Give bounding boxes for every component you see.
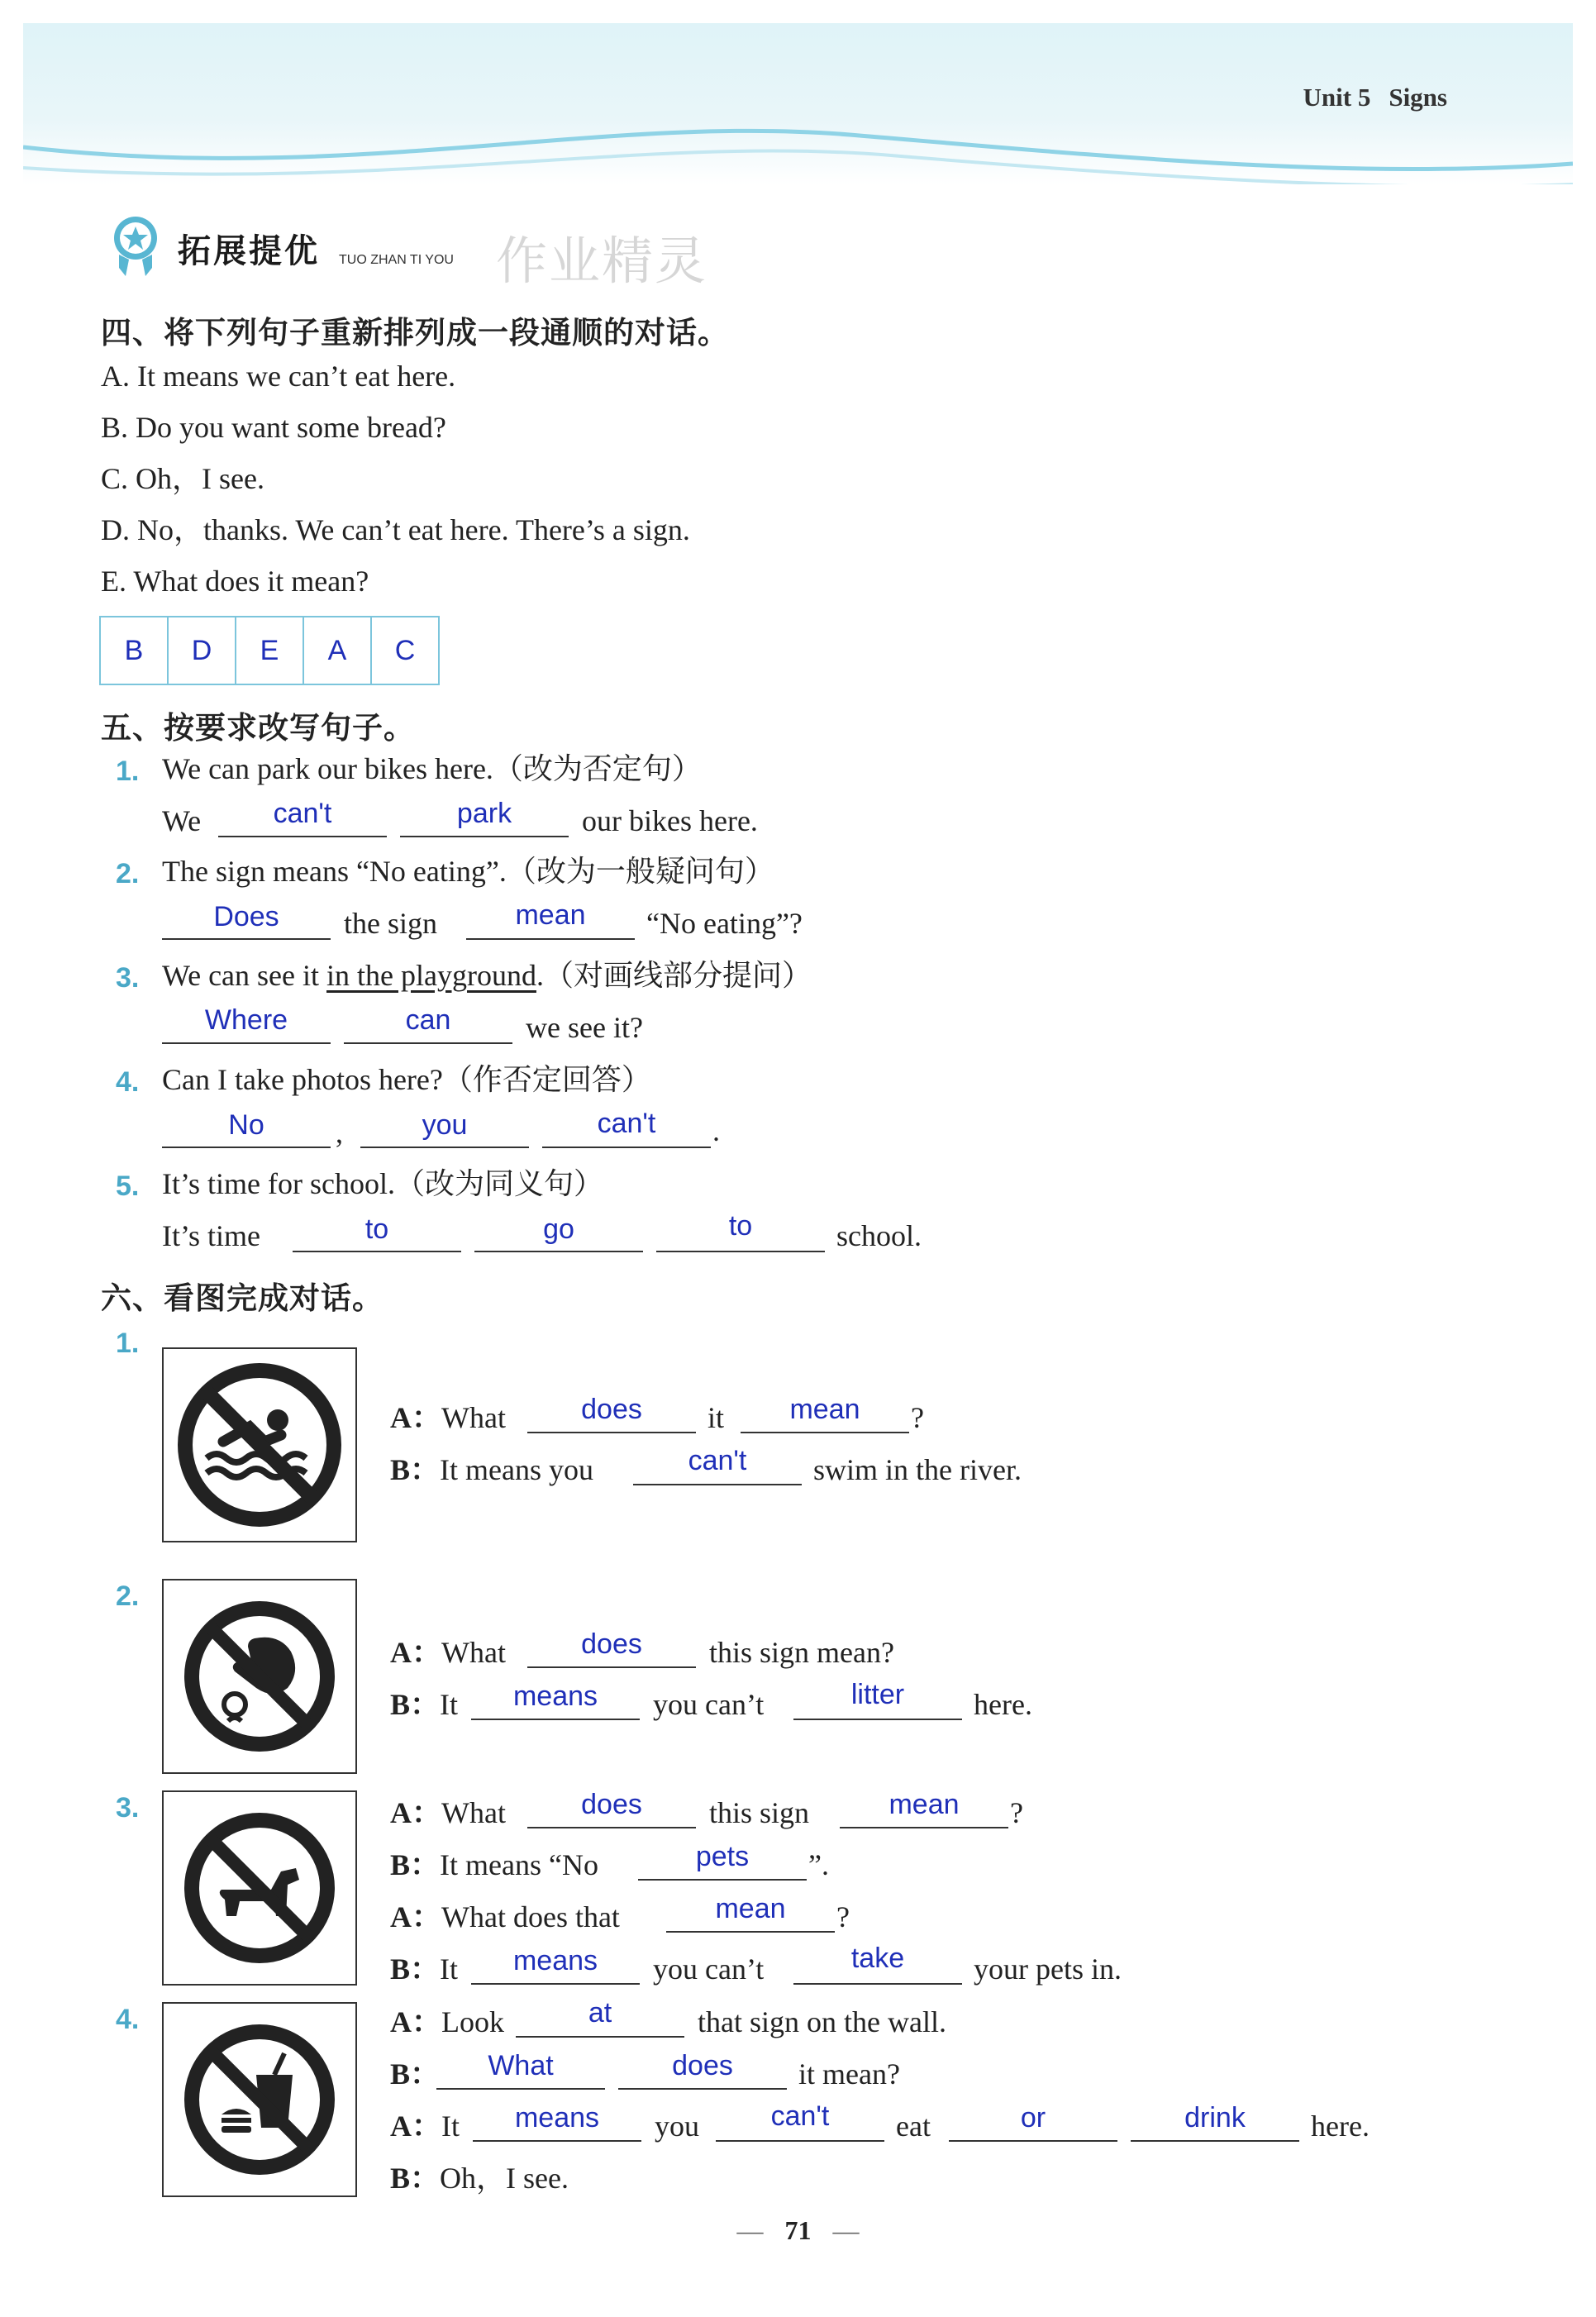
unit-header: Unit 5 Signs [1303,83,1447,112]
item2-answer-means[interactable]: means [512,1681,598,1712]
q3-tail: we see it? [526,1011,643,1044]
item3-this-sign: this sign [709,1796,810,1829]
blank-line [162,1042,331,1044]
item1-answer-does[interactable]: does [581,1394,642,1425]
blank-line [542,1147,711,1148]
blank-line [360,1147,529,1148]
q4-comma: , [336,1116,343,1149]
blank-line [436,2088,605,2090]
blank-line [218,836,387,837]
q4-text: Can I take photos here?（作否定回答） [162,1063,651,1096]
order-cell[interactable]: C [371,617,439,684]
item3-line3: A：What does that [390,1900,620,1933]
blank-line [474,1251,643,1252]
q5-answer-3[interactable]: to [728,1210,753,1242]
item3-answer-means[interactable]: means [512,1945,598,1976]
q4-answer-1[interactable]: No [228,1109,264,1141]
sec4-option-d: D. No，thanks. We can’t eat here. There’s a sign. [101,513,690,546]
item1-qmark: ? [911,1401,924,1434]
q4-answer-3[interactable]: can't [597,1108,656,1139]
item4-line1: A：Look [390,2005,504,2038]
item4-answer-what[interactable]: What [488,2050,554,2081]
q1-answer-2[interactable]: park [456,798,512,829]
item3-number: 3. [116,1792,140,1824]
item4-eat: eat [896,2110,931,2143]
blank-line [638,1879,807,1881]
item1-rest: swim in the river. [813,1453,1022,1486]
item3-qmark-2: ? [836,1900,850,1933]
item1-number: 1. [116,1328,140,1359]
item3-answer-mean[interactable]: mean [889,1789,960,1820]
q3-number: 3. [116,962,140,994]
q2-post: “No eating”? [646,907,803,940]
page-number: — 71 — [736,2215,860,2245]
sec4-option-a: A. It means we can’t eat here. [101,360,456,393]
q4-dot: . [712,1114,720,1147]
item3-answer-pets[interactable]: pets [695,1841,750,1872]
q2-mid: the sign [344,907,437,940]
item3-line4: B：It [390,1952,459,1986]
blank-line [1131,2140,1299,2142]
item4-it-mean: it mean? [798,2057,900,2091]
sec4-option-e: E. What does it mean? [101,565,369,598]
item4-line4: B：Oh，I see. [390,2162,569,2195]
sec4-option-c: C. Oh，I see. [101,462,264,495]
item3-line2: B：It means “No [390,1848,598,1881]
order-cell[interactable]: D [168,617,236,684]
no-littering-icon [162,1579,357,1774]
item4-answer-or[interactable]: or [1020,2102,1046,2133]
q1-pre: We [162,804,202,837]
order-cell[interactable]: E [236,617,303,684]
blank-line [527,1827,696,1828]
blank-line [527,1666,696,1668]
item4-rest1: that sign on the wall. [698,2005,946,2038]
blank-line [793,1719,962,1720]
sec4-option-b: B. Do you want some bread? [101,411,446,444]
item3-answer-take[interactable]: take [850,1943,905,1974]
q5-answer-2[interactable]: go [543,1213,574,1245]
sec5-title: 五、按要求改写句子。 [101,710,415,746]
item3-answer-mean-2[interactable]: mean [715,1893,786,1924]
no-swimming-icon [162,1347,357,1542]
blank-line [473,2140,641,2142]
watermark: 作业精灵 [496,231,708,291]
item4-line2-speaker: B： [390,2057,441,2091]
blank-line [656,1251,825,1252]
item4-answer-at[interactable]: at [588,1997,612,2029]
q4-answer-2[interactable]: you [422,1109,468,1141]
blank-line [840,1827,1008,1828]
item4-answer-means[interactable]: means [514,2102,600,2133]
item4-answer-cant[interactable]: can't [770,2100,830,2132]
item1-answer-cant[interactable]: can't [688,1445,747,1476]
item4-answer-does[interactable]: does [672,2050,733,2081]
section-header-title: 拓展提优 [178,232,320,270]
blank-line [400,836,569,837]
blank-line [471,1719,640,1720]
item2-answer-does[interactable]: does [581,1628,642,1660]
item4-answer-drink[interactable]: drink [1184,2102,1246,2133]
q2-text: The sign means “No eating”.（改为一般疑问句） [162,855,774,888]
item1-line1: A：What [390,1401,506,1434]
order-cell[interactable]: A [303,617,371,684]
q1-text: We can park our bikes here.（改为否定句） [162,752,702,785]
order-cell[interactable]: B [100,617,168,684]
sec4-title: 四、将下列句子重新排列成一段通顺的对话。 [101,315,729,350]
q5-text: It’s time for school.（改为同义句） [162,1167,603,1200]
item1-it: it [707,1401,725,1434]
q5-number: 5. [116,1170,140,1202]
blank-line [162,1147,331,1148]
section-header [107,213,708,291]
q1-post: our bikes here. [582,804,758,837]
q1-answer-1[interactable]: can't [273,798,332,829]
blank-line [949,2140,1117,2142]
item4-line3: A：It [390,2110,460,2143]
item2-here: here. [974,1688,1032,1721]
blank-line [716,2140,884,2142]
q3-text: We can see it in the playground.（对画线部分提问） [162,959,812,992]
q5-pre: It’s time [162,1219,260,1252]
blank-line [344,1042,512,1044]
item3-rest: your pets in. [974,1952,1122,1986]
blank-line [666,1931,835,1933]
item2-line2: B：It [390,1688,459,1721]
blank-line [633,1484,802,1485]
no-food-drink-icon [162,2002,357,2197]
item1-answer-mean[interactable]: mean [789,1394,860,1425]
item3-line1: A：What [390,1796,506,1829]
item3-answer-does[interactable]: does [581,1789,642,1820]
item3-close-quote: ”. [808,1848,829,1881]
order-answer-table [99,616,440,685]
blank-line [466,938,635,940]
item1-line2: B：It means you [390,1453,593,1486]
q2-answer-2[interactable]: mean [515,899,586,931]
blank-line [793,1983,962,1985]
item2-line1: A：What [390,1636,506,1669]
q5-post: school. [836,1219,922,1252]
blank-line [293,1251,461,1252]
item4-here: here. [1311,2110,1370,2143]
q2-number: 2. [116,858,140,889]
item2-rest1: this sign mean? [709,1636,894,1669]
q3-answer-2[interactable]: can [405,1004,451,1036]
no-pets-icon [162,1790,357,1986]
section-header-pinyin: TUO ZHAN TI YOU [339,253,454,267]
blank-line [516,2036,684,2038]
blank-line [527,1432,696,1433]
item3-you-cant: you can’t [653,1952,765,1986]
blank-line [618,2088,787,2090]
item2-number: 2. [116,1580,140,1612]
blank-line [471,1983,640,1985]
item4-number: 4. [116,2004,140,2035]
q4-number: 4. [116,1066,140,1098]
ribbon-star-icon [107,213,174,279]
item2-answer-litter[interactable]: litter [850,1679,905,1710]
q3-answer-1[interactable]: Where [204,1004,288,1036]
blank-line [162,938,331,940]
blank-line [741,1432,909,1433]
q5-answer-1[interactable]: to [364,1213,389,1245]
q3-underlined: in the playground [326,959,536,992]
sec6-title: 六、看图完成对话。 [101,1280,384,1316]
item3-qmark: ? [1010,1796,1023,1829]
q2-answer-1[interactable]: Does [213,901,279,932]
item2-mid: you can’t [653,1688,765,1721]
item4-you: you [655,2110,699,2143]
q1-number: 1. [116,756,140,787]
